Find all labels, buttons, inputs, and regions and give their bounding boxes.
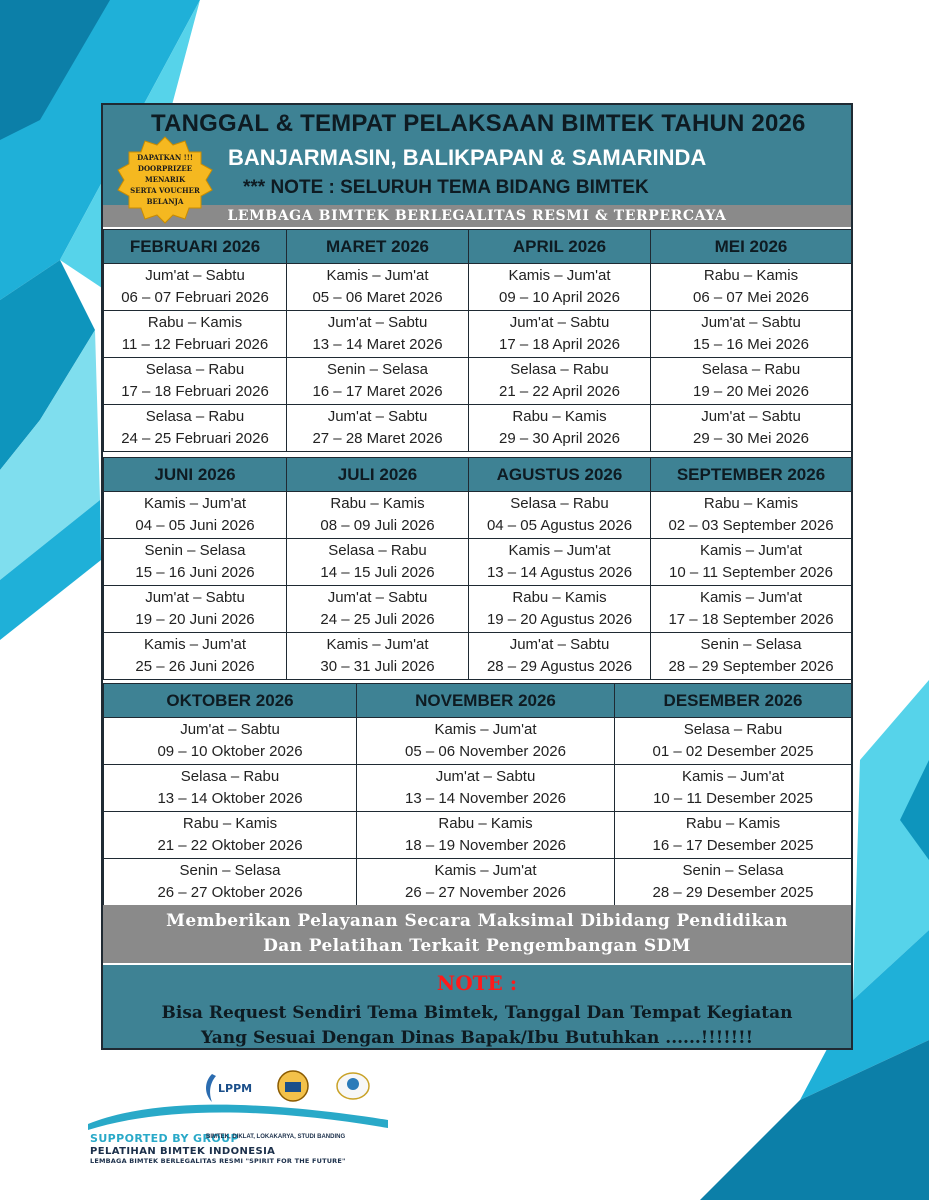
day-range: Kamis – Jum'at — [326, 267, 429, 284]
schedule-row — [104, 812, 852, 859]
schedule-table-oct-dec — [103, 683, 852, 906]
day-range: Selasa – Rabu — [145, 361, 245, 378]
day-range: Senin – Selasa — [682, 862, 784, 879]
date-range: 18 – 19 November 2026 — [405, 837, 566, 854]
schedule-cell — [287, 405, 469, 452]
schedule-row — [104, 358, 852, 405]
date-range: 13 – 14 November 2026 — [405, 790, 566, 807]
day-range: Senin – Selasa — [144, 542, 246, 559]
note-line: Bisa Request Sendiri Tema Bimtek, Tanggal Dan Tempat Kegiatan — [161, 1003, 793, 1023]
day-range: Rabu – Kamis — [703, 495, 799, 512]
schedule-cell — [357, 718, 615, 765]
day-range: Kamis – Jum'at — [326, 636, 429, 653]
date-range: 04 – 05 Juni 2026 — [135, 517, 255, 534]
schedule-row — [104, 718, 852, 765]
day-range: Rabu – Kamis — [685, 815, 781, 832]
date-range: 05 – 06 November 2026 — [405, 743, 566, 760]
day-range: Senin – Selasa — [700, 636, 802, 653]
day-range: Kamis – Jum'at — [508, 267, 611, 284]
schedule-cell — [104, 586, 287, 633]
schedule-cell — [287, 311, 469, 358]
note-box — [103, 965, 851, 1048]
lppm-text: LPPM — [218, 1082, 253, 1095]
note-text — [103, 1001, 851, 1051]
org-text: PELATIHAN BIMTEK INDONESIA — [90, 1146, 276, 1157]
schedule-poster — [101, 103, 853, 1050]
date-range: 19 – 20 Agustus 2026 — [486, 611, 633, 628]
month-header: MARET 2026 — [287, 230, 469, 264]
day-range: Selasa – Rabu — [328, 542, 427, 559]
date-range: 15 – 16 Juni 2026 — [135, 564, 255, 581]
date-range: 17 – 18 September 2026 — [668, 611, 834, 628]
month-header-row — [104, 684, 852, 718]
date-range: 26 – 27 November 2026 — [405, 884, 566, 901]
day-range: Kamis – Jum'at — [434, 721, 537, 738]
month-header: MEI 2026 — [651, 230, 852, 264]
schedule-row — [104, 765, 852, 812]
date-range: 24 – 25 Juli 2026 — [320, 611, 435, 628]
day-range: Selasa – Rabu — [145, 408, 245, 425]
date-range: 28 – 29 September 2026 — [668, 658, 834, 675]
schedule-cell — [615, 859, 852, 906]
month-header: SEPTEMBER 2026 — [651, 458, 852, 492]
day-range: Selasa – Rabu — [683, 721, 783, 738]
schedule-cell — [615, 718, 852, 765]
schedule-cell — [469, 358, 651, 405]
schedule-row — [104, 492, 852, 539]
date-range: 24 – 25 Februari 2026 — [121, 430, 269, 447]
schedule-cell — [651, 586, 852, 633]
day-range: Kamis – Jum'at — [143, 495, 247, 512]
schedule-cell — [287, 539, 469, 586]
day-range: Kamis – Jum'at — [143, 636, 247, 653]
schedule-cell — [104, 539, 287, 586]
schedule-cell — [469, 492, 651, 539]
month-header: NOVEMBER 2026 — [357, 684, 615, 718]
date-range: 30 – 31 Juli 2026 — [320, 658, 435, 675]
day-range: Rabu – Kamis — [147, 314, 243, 331]
cities-subtitle: BANJARMASIN, BALIKPAPAN & SAMARINDA — [228, 145, 707, 170]
schedule-cell — [615, 812, 852, 859]
month-header: JUNI 2026 — [104, 458, 287, 492]
schedule-body — [104, 264, 852, 452]
day-range: Jum'at – Sabtu — [701, 408, 801, 425]
schedule-cell — [357, 765, 615, 812]
day-range: Rabu – Kamis — [703, 267, 799, 284]
date-range: 16 – 17 Maret 2026 — [312, 383, 443, 400]
day-range: Rabu – Kamis — [512, 408, 607, 425]
schedule-cell — [104, 765, 357, 812]
services-text: BIMTEK, DIKLAT, LOKAKARYA, STUDI BANDING — [206, 1134, 346, 1140]
schedule-cell — [104, 405, 287, 452]
day-range: Selasa – Rabu — [180, 768, 280, 785]
footer-logos — [88, 1068, 388, 1168]
month-header: OKTOBER 2026 — [104, 684, 357, 718]
schedule-cell — [104, 358, 287, 405]
schedule-cell — [469, 264, 651, 311]
schedule-cell — [287, 358, 469, 405]
date-range: 28 – 29 Desember 2025 — [652, 884, 814, 901]
schedule-cell — [104, 718, 357, 765]
doorprize-badge — [111, 135, 219, 225]
month-header-row — [104, 230, 852, 264]
date-range: 06 – 07 Mei 2026 — [693, 289, 809, 306]
schedule-row — [104, 311, 852, 358]
schedule-cell — [615, 765, 852, 812]
month-header: APRIL 2026 — [469, 230, 651, 264]
badge-line: BELANJA — [146, 197, 184, 206]
schedule-cell — [469, 311, 651, 358]
schedule-cell — [104, 859, 357, 906]
day-range: Senin – Selasa — [327, 361, 428, 378]
schedule-cell — [357, 859, 615, 906]
day-range: Jum'at – Sabtu — [435, 768, 536, 785]
day-range: Senin – Selasa — [179, 862, 281, 879]
schedule-row — [104, 405, 852, 452]
schedule-body — [104, 718, 852, 906]
schedule-cell — [469, 586, 651, 633]
date-range: 02 – 03 September 2026 — [668, 517, 834, 534]
schedule-cell — [469, 633, 651, 680]
schedule-cell — [104, 311, 287, 358]
date-range: 09 – 10 Oktober 2026 — [157, 743, 303, 760]
day-range: Selasa – Rabu — [510, 361, 609, 378]
schedule-cell — [287, 492, 469, 539]
day-range: Rabu – Kamis — [182, 815, 278, 832]
schedule-cell — [104, 492, 287, 539]
day-range: Kamis – Jum'at — [681, 768, 785, 785]
date-range: 10 – 11 September 2026 — [668, 564, 833, 581]
date-range: 17 – 18 Februari 2026 — [121, 383, 269, 400]
date-range: 13 – 14 Agustus 2026 — [486, 564, 633, 581]
date-range: 16 – 17 Desember 2025 — [652, 837, 814, 854]
motto-band — [103, 905, 851, 963]
date-range: 29 – 30 April 2026 — [499, 430, 620, 447]
schedule-body — [104, 492, 852, 680]
date-range: 19 – 20 Juni 2026 — [135, 611, 255, 628]
schedule-cell — [287, 633, 469, 680]
schedule-cell — [651, 405, 852, 452]
date-range: 27 – 28 Maret 2026 — [312, 430, 443, 447]
motto-line: Memberikan Pelayanan Secara Maksimal Dibidang Pendidikan — [166, 911, 788, 931]
date-range: 13 – 14 Maret 2026 — [312, 336, 443, 353]
wave-graphic — [88, 1098, 388, 1132]
schedule-cell — [469, 405, 651, 452]
date-range: 13 – 14 Oktober 2026 — [157, 790, 303, 807]
date-range: 25 – 26 Juni 2026 — [135, 658, 255, 675]
date-range: 28 – 29 Agustus 2026 — [486, 658, 633, 675]
day-range: Jum'at – Sabtu — [509, 636, 610, 653]
schedule-cell — [287, 586, 469, 633]
supported-text: SUPPORTED BY GROUP — [90, 1132, 239, 1145]
schedule-row — [104, 539, 852, 586]
schedule-cell — [651, 264, 852, 311]
date-range: 09 – 10 April 2026 — [499, 289, 620, 306]
day-range: Selasa – Rabu — [510, 495, 609, 512]
day-range: Rabu – Kamis — [512, 589, 607, 606]
date-range: 10 – 11 Desember 2025 — [653, 790, 813, 807]
schedule-cell — [651, 539, 852, 586]
day-range: Kamis – Jum'at — [508, 542, 611, 559]
motto-line: Dan Pelatihan Terkait Pengembangan SDM — [263, 936, 691, 956]
day-range: Jum'at – Sabtu — [327, 408, 428, 425]
badge-line: DAPATKAN !!! — [137, 153, 193, 162]
date-range: 14 – 15 Juli 2026 — [320, 564, 435, 581]
day-range: Jum'at – Sabtu — [327, 314, 428, 331]
schedule-table-jun-sep — [103, 457, 852, 680]
day-range: Selasa – Rabu — [701, 361, 801, 378]
schedule-cell — [104, 633, 287, 680]
day-range: Kamis – Jum'at — [699, 542, 803, 559]
schedule-row — [104, 859, 852, 906]
day-range: Rabu – Kamis — [438, 815, 533, 832]
day-range: Kamis – Jum'at — [434, 862, 537, 879]
day-range: Jum'at – Sabtu — [145, 267, 245, 284]
month-header: FEBRUARI 2026 — [104, 230, 287, 264]
note-line: *** NOTE : SELURUH TEMA BIDANG BIMTEK — [243, 177, 649, 198]
date-range: 05 – 06 Maret 2026 — [312, 289, 443, 306]
day-range: Jum'at – Sabtu — [701, 314, 801, 331]
schedule-row — [104, 586, 852, 633]
date-range: 29 – 30 Mei 2026 — [693, 430, 809, 447]
schedule-cell — [287, 264, 469, 311]
schedule-cell — [104, 812, 357, 859]
legality-band: LEMBAGA BIMTEK BERLEGALITAS RESMI & TERPERCAYA — [103, 205, 851, 227]
schedule-cell — [651, 311, 852, 358]
schedule-cell — [357, 812, 615, 859]
schedule-cell — [104, 264, 287, 311]
day-range: Jum'at – Sabtu — [145, 589, 245, 606]
schedule-cell — [469, 539, 651, 586]
badge-line: MENARIK — [144, 175, 186, 184]
date-range: 19 – 20 Mei 2026 — [693, 383, 809, 400]
day-range: Jum'at – Sabtu — [180, 721, 280, 738]
month-header: JULI 2026 — [287, 458, 469, 492]
schedule-cell — [651, 633, 852, 680]
date-range: 21 – 22 Oktober 2026 — [157, 837, 303, 854]
tagline-text: LEMBAGA BIMTEK BERLEGALITAS RESMI "SPIRIT FOR THE FUTURE" — [90, 1157, 346, 1165]
date-range: 26 – 27 Oktober 2026 — [157, 884, 303, 901]
schedule-cell — [651, 358, 852, 405]
note-line: Yang Sesuai Dengan Dinas Bapak/Ibu Butuhkan ......!!!!!!! — [200, 1028, 754, 1048]
schedule-row — [104, 633, 852, 680]
day-range: Rabu – Kamis — [330, 495, 425, 512]
schedule-cell — [651, 492, 852, 539]
date-range: 04 – 05 Agustus 2026 — [486, 517, 633, 534]
date-range: 15 – 16 Mei 2026 — [693, 336, 809, 353]
date-range: 21 – 22 April 2026 — [499, 383, 620, 400]
month-header: AGUSTUS 2026 — [469, 458, 651, 492]
page-title: TANGGAL & TEMPAT PELAKSAAN BIMTEK TAHUN 2026 — [151, 110, 806, 137]
badge-line: DOORPRIZEE — [137, 164, 193, 173]
day-range: Jum'at – Sabtu — [327, 589, 428, 606]
day-range: Jum'at – Sabtu — [509, 314, 610, 331]
schedule-row — [104, 264, 852, 311]
month-header-row — [104, 458, 852, 492]
day-range: Kamis – Jum'at — [699, 589, 803, 606]
date-range: 17 – 18 April 2026 — [499, 336, 620, 353]
note-title: NOTE : — [436, 971, 518, 995]
date-range: 11 – 12 Februari 2026 — [121, 336, 269, 353]
month-header: DESEMBER 2026 — [615, 684, 852, 718]
schedule-table-feb-may — [103, 229, 852, 452]
badge-line: SERTA VOUCHER — [130, 186, 200, 195]
date-range: 01 – 02 Desember 2025 — [652, 743, 814, 760]
date-range: 06 – 07 Februari 2026 — [121, 289, 269, 306]
date-range: 08 – 09 Juli 2026 — [320, 517, 435, 534]
